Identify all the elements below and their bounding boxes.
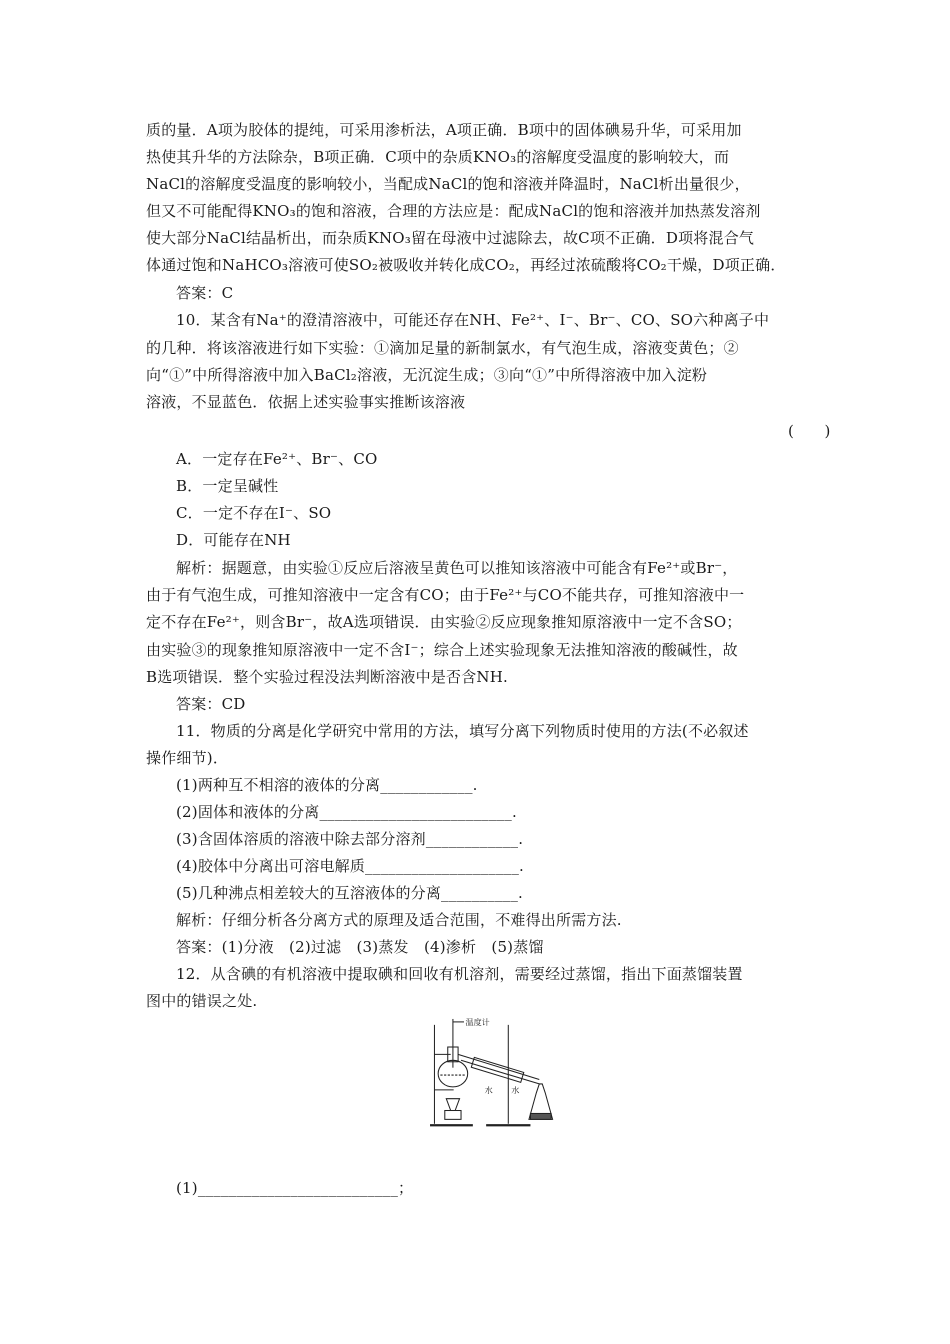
answer-line: 答案：(1)分液 (2)过滤 (3)蒸发 (4)渗析 (5)蒸馏 bbox=[176, 938, 544, 956]
blank-item-1: (1)两种互不相溶的液体的分离____________. bbox=[176, 776, 478, 794]
text-line: 操作细节)． bbox=[146, 749, 229, 767]
answer-bracket: ( ) bbox=[788, 422, 831, 440]
text-line: 向“①”中所得溶液中加入BaCl₂溶液，无沉淀生成；③向“①”中所得溶液中加入淀粉 bbox=[146, 366, 708, 384]
text-line: 质的量．A项为胶体的提纯，可采用渗析法，A项正确．B项中的固体碘易升华，可采用加 bbox=[146, 121, 742, 139]
blank-item-4: (4)胶体中分离出可溶电解质____________________. bbox=[176, 857, 525, 875]
blank-item-5: (5)几种沸点相差较大的互溶液体的分离__________. bbox=[176, 884, 524, 902]
question-12-stem: 12．从含碘的有机溶液中提取碘和回收有机溶剂，需要经过蒸馏，指出下面蒸馏装置 bbox=[176, 965, 743, 983]
text-line: 的几种．将该溶液进行如下实验：①滴加足量的新制氯水，有气泡生成，溶液变黄色；② bbox=[146, 339, 739, 357]
option-a: A．一定存在Fe²⁺、Br⁻、CO bbox=[176, 450, 378, 468]
text-line: 图中的错误之处. bbox=[146, 992, 258, 1010]
water-outlet-label: 水 bbox=[511, 1084, 520, 1095]
analysis-line: 解析：仔细分析各分离方式的原理及适合范围，不难得出所需方法. bbox=[176, 911, 622, 929]
distillation-apparatus-figure bbox=[405, 1016, 585, 1174]
text-line: 体通过饱和NaHCO₃溶液可使SO₂被吸收并转化成CO₂，再经过浓硫酸将CO₂干燥，D项正确． bbox=[146, 256, 786, 274]
text-line: 热使其升华的方法除杂，B项正确．C项中的杂质KNO₃的溶解度受温度的影响较大，而 bbox=[146, 148, 730, 166]
answer-line: 答案：C bbox=[176, 284, 234, 302]
text-line: 溶液，不显蓝色．依据上述实验事实推断该溶液 bbox=[146, 393, 466, 411]
option-c: C．一定不存在I⁻、SO bbox=[176, 504, 332, 522]
text-line: NaCl的溶解度受温度的影响较小，当配成NaCl的饱和溶液并降温时，NaCl析出量很少， bbox=[146, 175, 750, 193]
analysis-line: 解析：据题意，由实验①反应后溶液呈黄色可以推知该溶液中可能含有Fe²⁺或Br⁻， bbox=[176, 559, 738, 577]
blank-item-q12-1: (1)__________________________； bbox=[176, 1179, 414, 1197]
text-line: 由实验③的现象推知原溶液中一定不含I⁻；综合上述实验现象无法推知溶液的酸碱性，故 bbox=[146, 641, 738, 659]
water-inlet-label: 水 bbox=[484, 1084, 493, 1095]
question-11-stem: 11．物质的分离是化学研究中常用的方法，填写分离下列物质时使用的方法(不必叙述 bbox=[176, 722, 749, 740]
blank-item-3: (3)含固体溶质的溶液中除去部分溶剂____________. bbox=[176, 830, 524, 848]
option-b: B．一定呈碱性 bbox=[176, 477, 279, 495]
question-10-stem: 10．某含有Na⁺的澄清溶液中，可能还存在NH、Fe²⁺、I⁻、Br⁻、CO、SO六种离子中 bbox=[176, 311, 770, 329]
text-line: 但又不可能配得KNO₃的饱和溶液，合理的方法应是：配成NaCl的饱和溶液并加热蒸发溶剂 bbox=[146, 202, 761, 220]
answer-line: 答案：CD bbox=[176, 695, 246, 713]
option-d: D．可能存在NH bbox=[176, 531, 291, 549]
text-line: 定不存在Fe²⁺，则含Br⁻，故A选项错误．由实验②反应现象推知原溶液中一定不含SO； bbox=[146, 613, 742, 631]
thermometer-label: 温度计 bbox=[465, 1016, 490, 1027]
text-line: B选项错误．整个实验过程没法判断溶液中是否含NH. bbox=[146, 668, 508, 686]
text-line: 使大部分NaCl结晶析出，而杂质KNO₃留在母液中过滤除去，故C项不正确．D项将混合气 bbox=[146, 229, 755, 247]
blank-item-2: (2)固体和液体的分离_________________________. bbox=[176, 803, 517, 821]
text-line: 由于有气泡生成，可推知溶液中一定含有CO；由于Fe²⁺与CO不能共存，可推知溶液中一 bbox=[146, 586, 745, 604]
